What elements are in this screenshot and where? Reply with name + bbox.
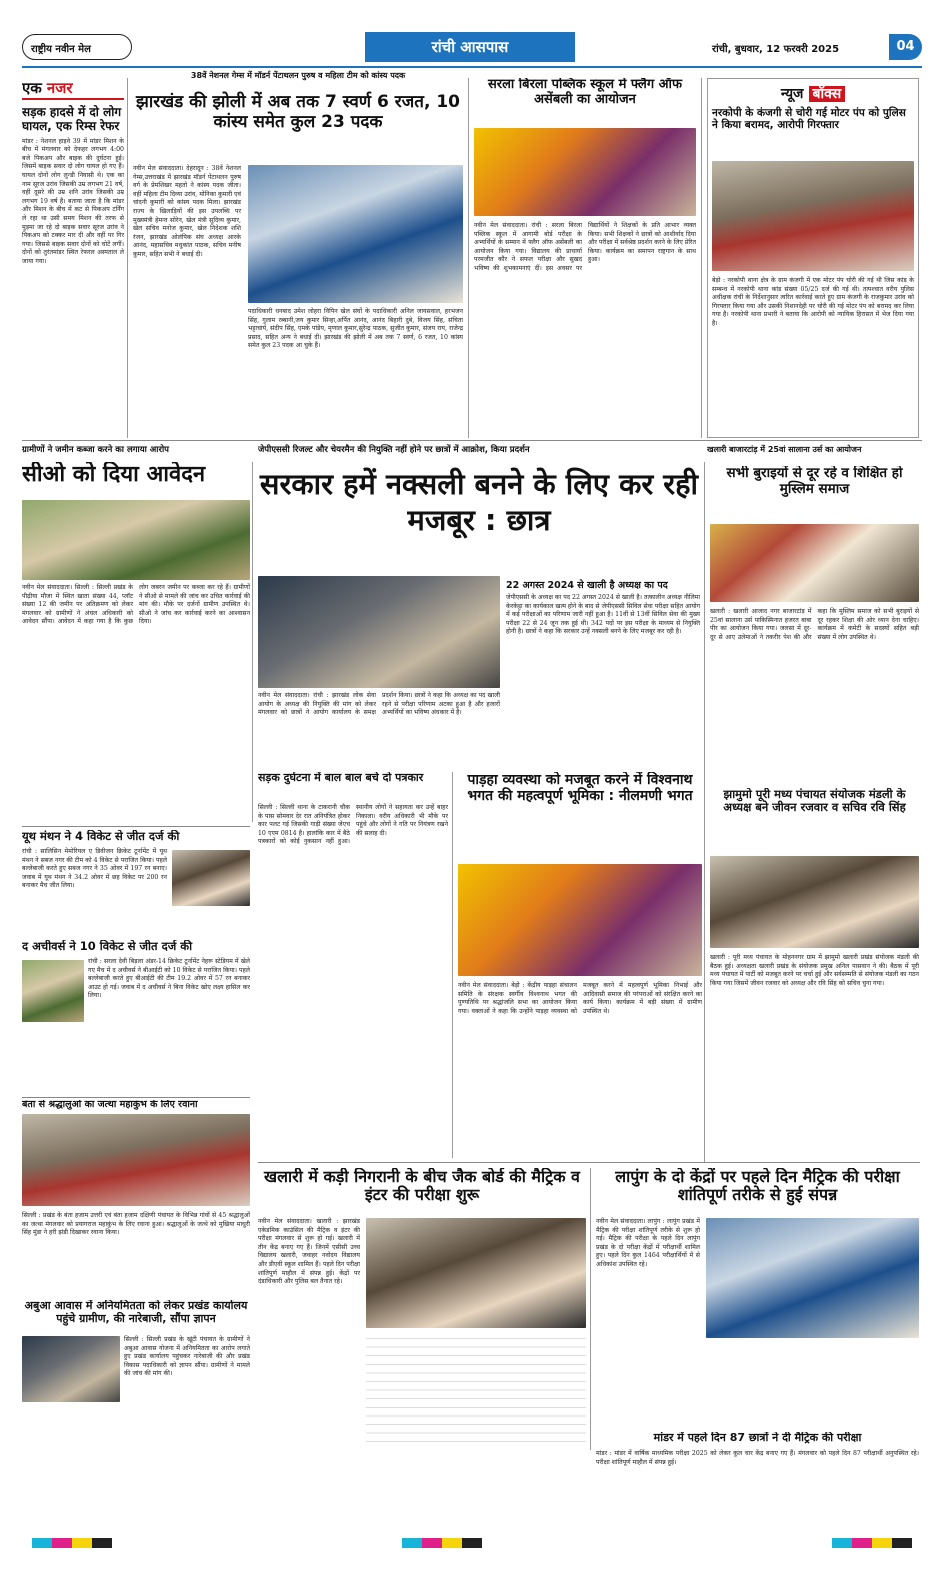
color-swatch-yellow: [72, 1538, 92, 1548]
youth-body: रांची : सालिसिन मेमोरियल ए डिवीजन क्रिकेट टूर्नामेंट में यूथ मंथन ने सबज नगर की टीम को 4 विकेट से पराजित किया। पहले बल्लेबाजी करते हुए सबज नगर ने 35 ओवर में 197 रन बनाए। जवाब में यूथ मंथन ने 34.2 ओवर में छह विकेट पर 200 रन बनाकर मैच जीत लिया।: [22, 848, 167, 890]
footer-registration-bar: [22, 1538, 922, 1550]
page-header: [22, 32, 922, 64]
games-body-left: नवीन मेल संवाददाता। देहरादून : 38वें नेशनल गेम्स,उत्तराखंड में झारखंड मॉडर्न पेंटाथलन पुरुष वर्ग के प्रेमशिखर महतो ने कांस्य पदक जीता। वहीं महिला टीम दिव्या उरांव, मोनिका कुमारी एवं चांदनी कुमारी को कांस्य पदक मिला। झारखंड राज्य के खिलाड़ियों की इस उपलब्धि पर मुख्यमंत्री हेमन्त सोरेन, खेल मंत्री सुदिव्य कुमार, खेल सचिव मनोज कुमार, खेल निदेशक शशि रंजन, झारखंड ओलंपिक संघ अध्यक्ष आरके आनंद, महासचिव मधुकांत पाठक, सचिव मनीष कुमार, सहित सभी ने बधाई दी।: [133, 165, 241, 258]
ek-nazar-label-plain: एक: [22, 79, 42, 97]
medal-winners-photo: [248, 165, 463, 303]
color-swatch-yellow: [872, 1538, 892, 1548]
color-swatch-cyan: [832, 1538, 852, 1548]
jpsc-story: [258, 466, 700, 766]
jhamuo-story: [710, 788, 919, 1158]
jpsc-subhead: 22 अगस्त 2024 से खाली है अध्यक्ष का पद: [506, 580, 668, 591]
color-swatch-magenta: [52, 1538, 72, 1548]
section-title: रांची आसपास: [431, 38, 509, 56]
jhamuo-body: खलारी : पूरी मध्य पंचायत के मोहननगर ग्राम में झामुमो खलारी प्रखंड संयोजक मंडली की बैठक हुई। अध्यक्षता खलारी प्रखंड के संयोजक प्रमुख अनिल पासवान ने की। बैठक में पूरी मध्य पंचायत में पार्टी को मजबूत करने पर चर्चा हुई और सर्वसम्मति से संयोजक मंडली का गठन किया गया जिसमें जीवन रजवार को अध्यक्ष और रवि सिंह को सचिव चुना गया।: [710, 954, 919, 987]
abua-headline: अबुआ आवास में अनियमितता को लेकर प्रखंड कार्यालय पहुंचे ग्रामीण, की नारेबाजी, सौंपा ज्ञापन: [24, 1300, 248, 1325]
column-divider: [468, 78, 469, 438]
jpsc-body-b: जेपीएससी के अध्यक्ष का पद 22 अगस्त 2024 से खाली है। तत्कालीन अध्यक्ष नीलिमा केरकेट्टा का कार्यकाल खत्म होने के बाद से जेपीएससी सिविल सेवा परीक्षा सहित आयोग में कई परीक्षाओं का परिणाम जारी नहीं हुआ है। 11वीं से 13वीं सिविल सेवा की मुख्य परीक्षा 22 से 24 जून तक हुई थी। 342 पदों पर इस परीक्षा के माध्यम से नियुक्ति होनी है। छात्रों ने कहा कि सरकार उन्हें नक्सली बनने के लिए मजबूर कर रही है।: [506, 594, 700, 636]
page-number-badge: [889, 34, 922, 60]
color-swatch-black: [892, 1538, 912, 1548]
brand-name: राष्ट्रीय नवीन मेल: [31, 44, 91, 55]
section-rule: [22, 826, 250, 827]
protest-photo: [258, 576, 500, 688]
co-avedan-story: [22, 462, 250, 822]
jpsc-headline: सरकार हमें नक्सली बनने के लिए कर रही मजबूर : छात्र: [259, 467, 699, 538]
color-swatch-magenta: [852, 1538, 872, 1548]
column-divider: [127, 78, 128, 438]
co-body: नवीन मेल संवाददाता। सिल्ली : सिल्ली प्रखंड के पीढ़ीया मौजा में स्थित खाता संख्या 44, प्लॉट संख्या 12 की जमीन पर अतिक्रमण को लेकर मंगलवार को ग्रामीणों ने अंचल अधिकारी को आवेदन सौंपा। आवेदन में कहा गया है कि कुछ लोग जबरन जमीन पर कब्जा कर रहे हैं। ग्रामीणों ने सीओ से मामले की जांच कर उचित कार्रवाई की मांग की। मौके पर दर्जनों ग्रामीण उपस्थित थे। सीओ ने जांच कर कार्रवाई करने का आश्वासन दिया।: [22, 584, 250, 626]
sadak-body: सिल्ली : सिल्ली थाना के टाकरानी चौक के पास सोमवार देर रात अनियंत्रित होकर कार पलट गई जिसकी गाड़ी संख्या जेएच 10 एएम 0814 है। हालांकि कार में बैठे पत्रकारों को कोई नुकसान नहीं हुआ। स्थानीय लोगों ने सहायता कर उन्हें बाहर निकाला। वरीय अधिकारी भी मौके पर पहुंचे और लोगों ने गति पर नियंत्रण रखने की सलाह दी।: [258, 804, 448, 846]
news-box-label-accent: बॉक्स: [809, 86, 846, 102]
co-headline: सीओ को दिया आवेदन: [22, 462, 206, 487]
section-rule: [22, 440, 922, 441]
column-divider: [452, 772, 453, 1158]
abua-protest-photo: [22, 1336, 120, 1402]
padha-headline: पाड़हा व्यवस्था को मजबूत करने में विश्वनाथ भगत की महत्वपूर्ण भूमिका : नीलमणी भगत: [467, 772, 693, 805]
player-photo: [22, 960, 84, 1022]
news-box-body: बेड़ो : नरकोपी थाना क्षेत्र के ग्राम कंजगी में एक मोटर पंप चोरी की गई थी जिस कांड के सम्बन्ध में नरकोपी थाना कांड संख्या 05/25 दर्ज की गई थी। तत्पश्चात वरीय पुलिस अधीक्षक रांची के निर्देशानुसार त्वरित कार्रवाई करते हुए ग्राम कंजगी के राजकुमार उरांव को गिरफ्तार किया गया और उसकी निशानदेही पर चोरी की गई मोटर पंप को बरामद कर लिया गया है। नरकोपी थाना प्रभारी ने बताया कि आरोपी को न्यायिक हिरासत में भेज दिया गया है।: [712, 277, 914, 327]
padha-ceremony-photo: [458, 864, 702, 976]
urs-story: [710, 466, 919, 784]
color-swatch-black: [462, 1538, 482, 1548]
banta-story: [22, 1100, 250, 1296]
news-box-label: [712, 83, 914, 103]
banta-headline: बंता से श्रद्धालुओं का जत्था महाकुंभ के लिए रवाना: [22, 1100, 198, 1110]
abua-body: सिल्ली : सिल्ली प्रखंड के खूंटी पंचायत के ग्रामीणों ने अबुआ आवास योजना में अनियमितता का आरोप लगाते हुए प्रखंड कार्यालय पहुंचकर नारेबाजी की और प्रखंड विकास पदाधिकारी को ज्ञापन सौंपा। ग्रामीणों ने मामले की जांच की मांग की।: [124, 1336, 250, 1378]
sadak-story: [258, 772, 448, 1158]
jpsc-body-a: नवीन मेल संवाददाता। रांची : झारखंड लोक सेवा आयोग के अध्यक्ष की नियुक्ति की मांग को लेकर मंगलवार को छात्रों ने आयोग कार्यालय के समक्ष प्रदर्शन किया। छात्रों ने कहा कि अध्यक्ष का पद खाली रहने से परीक्षा परिणाम अटका हुआ है और हजारों अभ्यर्थियों का भविष्य अंधकार में है।: [258, 692, 500, 717]
ribbon-center: जेपीएससी रिजल्ट और चेयरमैन की नियुक्ति नहीं होने पर छात्रों में आक्रोश, किया प्रदर्शन: [258, 445, 530, 455]
achievers-headline: द अचीवर्स ने 10 विकेट से जीत दर्ज की: [22, 940, 193, 953]
dateline: रांची, बुधवार, 12 फरवरी 2025: [712, 44, 840, 55]
section-banner: [365, 32, 575, 62]
lapung-body: नवीन मेल संवाददाता। लापुंग : लापुंग प्रखंड में मैट्रिक की परीक्षा शांतिपूर्ण तरीके से शुरू हो गई। मैट्रिक की परीक्षा के पहले दिन लापुंग प्रखंड के दो परीक्षा केंद्रों में परीक्षार्थी शामिल हुए। पहले दिन कुल 1464 परीक्षार्थियों में से अधिकांश उपस्थित रहे।: [596, 1218, 700, 1268]
column-divider: [252, 462, 253, 822]
youth-story: [22, 830, 250, 938]
section-rule: [258, 1162, 920, 1163]
villagers-photo: [22, 500, 250, 580]
banta-body: सिल्ली : प्रखंड के बंता हजाम उत्तरी एवं बंता हजाम दक्षिणी पंचायत के विभिन्न गांवों से 45 श्रद्धालुओं का जत्था मंगलवार को प्रयागराज महाकुंभ के लिए रवाना हुआ। श्रद्धालुओं के जत्थे को मुखिया माधुरी सिंह मुंडा ने हरी झंडी दिखाकर रवाना किया।: [22, 1212, 250, 1237]
sarla-birla-story: [474, 78, 696, 438]
color-swatch-black: [92, 1538, 112, 1548]
news-box: [707, 78, 919, 438]
achievers-story: [22, 940, 250, 1094]
ek-nazar-label: [22, 78, 124, 100]
urs-body: खलारी : खलारी आजाद नगर बाजारटांड़ में 25वां सालाना उर्स पाकिस्मिनात हजरत बाबा पीर का आयोजन किया गया। जलसा में दूर-दूर से आए उलेमाओं ने तकरीर पेश की और कहा कि मुस्लिम समाज को सभी बुराइयों से दूर रहकर शिक्षा की ओर ध्यान देना चाहिए। कार्यक्रम में कमेटी के सदस्यों सहित बड़ी संख्या में लोग उपस्थित थे।: [710, 608, 919, 641]
column-divider: [701, 78, 702, 438]
games-headline: झारखंड की झोली में अब तक 7 स्वर्ण 6 रजत, 10 कांस्य समेत कुल 23 पदक: [135, 92, 461, 132]
national-games-story: [133, 70, 463, 438]
exam-students-photo: [366, 1218, 586, 1328]
motor-pump-photo: [712, 161, 914, 271]
brand-logo: [22, 34, 132, 60]
ek-nazar-body: मांडर : नेशनल हाइवे 39 में मांडर मिशन के बीच में मंगलवार को देफहर लगभग 4:00 बजे पिकअप और बाइक की दुर्घटना हुई। जिसमें बाइक सवार दो लोग घायल हो गए हैं। घायल दोनों लोग लुन्डी निवासी थे। एक का नाम सूरज उरांव जिसकी उम्र लगभग 21 वर्ष, वहीं दूसरे की उम्र शनि उरांव जिसकी उम्र लगभग 19 वर्ष है। बताया जाता है कि मांडर और मिशन के बीच में कट से पिकअप टर्निंग ले रहा था उसी समय मिशन की तरफ से मुड़मा जा रहे दो बाइक सवार सूरज उरांव ने पिकअप को टक्कर मार दी और वहीं पर गिर गया। जिससे बाइक सवार दोनों को चोटें लगीं। दोनों को तुरंतमांडर स्थित रेफरल अस्पताल ले जाया गया।: [22, 137, 124, 265]
ek-nazar-label-accent: नजर: [46, 79, 73, 97]
ribbon-right: खलारी बाजारटांड़ में 25वां सालाना उर्स का आयोजन: [707, 445, 862, 454]
urs-gathering-photo: [710, 524, 919, 602]
abua-story: [22, 1300, 250, 1514]
news-box-label-plain: न्यूज: [780, 86, 804, 102]
jhamuo-headline: झामुमो पूरी मध्य पंचायत संयोजक मंडली के अध्यक्ष बने जीवन रजवार व सचिव रवि सिंह: [723, 788, 906, 815]
column-divider: [704, 462, 705, 1162]
achievers-body: रांची : सरला देवी बिड़ला अंडर-14 क्रिकेट टूर्नामेंट नेहरू स्टेडियम में खेले गए मैच में द अचीवर्स ने बीआईटी को 10 विकेट से पराजित किया। पहले बल्लेबाजी करते हुए बीआईटी की टीम 19.2 ओवर में 57 रन बनाकर आउट हो गई। जवाब में द अचीवर्स ने बिना विकेट खोए लक्ष्य हासिल कर लिया।: [88, 958, 250, 1000]
cricketer-photo: [172, 850, 250, 906]
sadak-headline: सड़क दुर्घटना में बाल बाल बचे दो पत्रकार: [258, 772, 424, 784]
mandar-exam-story: [596, 1432, 919, 1512]
khalari-exam-body-cont: [366, 1334, 586, 1448]
lapung-story: [596, 1168, 919, 1430]
mandar-exam-headline: मांडर में पहले दिन 87 छात्रों ने दी मैट्रिक की परीक्षा: [653, 1432, 862, 1444]
page-number: 04: [896, 39, 915, 54]
lapung-exam-hall-photo: [706, 1218, 919, 1338]
urs-headline: सभी बुराइयों से दूर रहे व शिक्षित हो मुस्लिम समाज: [726, 466, 903, 497]
ek-nazar-headline: सड़क हादसे में दो लोग घायल, एक रिम्स रेफर: [22, 105, 122, 133]
assembly-photo: [474, 128, 696, 216]
jhamuo-meeting-photo: [710, 856, 919, 948]
games-body-right: पदाधिकारी धनबाद उमेश लोहरा विपिन खेल संघों के पदाधिकारी अनिल जायसवाल, हरभजन सिंह, गुलाम रब्बानी,जय कुमार सिन्हा,अर्पित आनंद, आनंद बिहारी दुबे, विजय सिंह, संचिता भट्टाचार्य, संदीप सिंह, एमके पांडेय, मृणाल कुमार,सुरेन्द्र पाठक, सुजीत कुमार, संजय राय, राजेन्द्र प्रसाद, सहित अन्य ने बधाई दी। झारखंड की झोली में अब तक 7 स्वर्ण, 6 रजत, 10 कांस्य समेत कुल 23 पदक आ चुके हैं।: [248, 308, 463, 350]
khalari-exam-body: नवीन मेल संवाददाता। खलारी : झारखंड एकेडमिक काउंसिल की मैट्रिक व इंटर की परीक्षा मंगलवार से शुरू हो गई। खलारी में तीन केंद्र बनाए गए हैं। जिनमें एसीसी उच्च विद्यालय खलारी, जवाहर नवोदय विद्यालय और डीएवी स्कूल शामिल हैं। पहले दिन परीक्षा शांतिपूर्ण माहौल में संपन्न हुई। केंद्रों पर दंडाधिकारी और पुलिस बल तैनात रहे।: [258, 1218, 360, 1286]
color-swatch-cyan: [402, 1538, 422, 1548]
padha-body: नवीन मेल संवाददाता। बेड़ो : केंद्रीय पाड़हा संचालन समिति के संरक्षक स्वर्गीय विश्वनाथ भगत की पुण्यतिथि पर श्रद्धांजलि सभा का आयोजन किया गया। वक्ताओं ने कहा कि उन्होंने पाड़हा व्यवस्था को मजबूत करने में महत्वपूर्ण भूमिका निभाई और आदिवासी समाज की परंपराओं को संरक्षित करने का कार्य किया। कार्यक्रम में बड़ी संख्या में ग्रामीण उपस्थित थे।: [458, 982, 702, 1015]
color-swatch-yellow: [442, 1538, 462, 1548]
ek-nazar-column: [22, 78, 124, 438]
sarla-body: नवीन मेल संवाददाता। रांची : सरला बिरला पब्लिक स्कूल में आगामी बोर्ड परीक्षा के अभ्यर्थियों के सम्मान में फ्लैग ऑफ असेंबली का आयोजन किया गया। विद्यालय की प्राचार्या परमजीत कौर ने सफल परीक्षा और सुखद भविष्य की शुभकामनाएं दीं। इस अवसर पर विद्यार्थियों ने शिक्षकों के प्रति आभार व्यक्त किया। सभी शिक्षकों ने छात्रों को आशीर्वाद दिया और परीक्षा में सर्वश्रेष्ठ प्रदर्शन करने के लिए प्रेरित किया। कार्यक्रम का समापन राष्ट्रगान के साथ हुआ।: [474, 222, 696, 272]
padha-story: [458, 772, 702, 1158]
lapung-headline: लापुंग के दो केंद्रों पर पहले दिन मैट्रिक की परीक्षा शांतिपूर्ण तरीके से हुई संपन्न: [615, 1168, 900, 1205]
pilgrims-photo: [22, 1114, 250, 1206]
mandar-exam-body: मांडर : मांडर में वार्षिक माध्यमिक परीक्षा 2025 को लेकर कुल चार केंद्र बनाए गए हैं। मंगलवार को पहले दिन 87 परीक्षार्थी अनुपस्थित रहे। परीक्षा शांतिपूर्ण माहौल में संपन्न हुई।: [596, 1450, 919, 1466]
games-kicker: 38वें नेशनल गेम्स में मॉडर्न पेंटाथलन पुरुष व महिला टीम को कांस्य पदक: [190, 71, 406, 80]
youth-headline: यूथ मंथन ने 4 विकेट से जीत दर्ज की: [22, 830, 180, 843]
column-divider: [590, 1168, 591, 1450]
ribbon-left: ग्रामीणों ने जमीन कब्जा करने का लगाया आरोप: [22, 445, 169, 455]
sarla-headline: सरला बिरला पब्लिक स्कूल में फ्लैग ऑफ असेंबली का आयोजन: [488, 78, 682, 107]
khalari-exam-headline: खलारी में कड़ी निगरानी के बीच जैक बोर्ड की मैट्रिक व इंटर की परीक्षा शुरू: [264, 1168, 580, 1205]
color-swatch-magenta: [422, 1538, 442, 1548]
khalari-exam-story: [258, 1168, 586, 1450]
color-swatch-cyan: [32, 1538, 52, 1548]
section-rule: [22, 1097, 250, 1098]
header-rule: [22, 66, 922, 68]
news-box-headline: नरकोपी के कंजगी से चोरी गई मोटर पंप को पुलिस ने किया बरामद, आरोपी गिरफ्तार: [712, 107, 906, 132]
